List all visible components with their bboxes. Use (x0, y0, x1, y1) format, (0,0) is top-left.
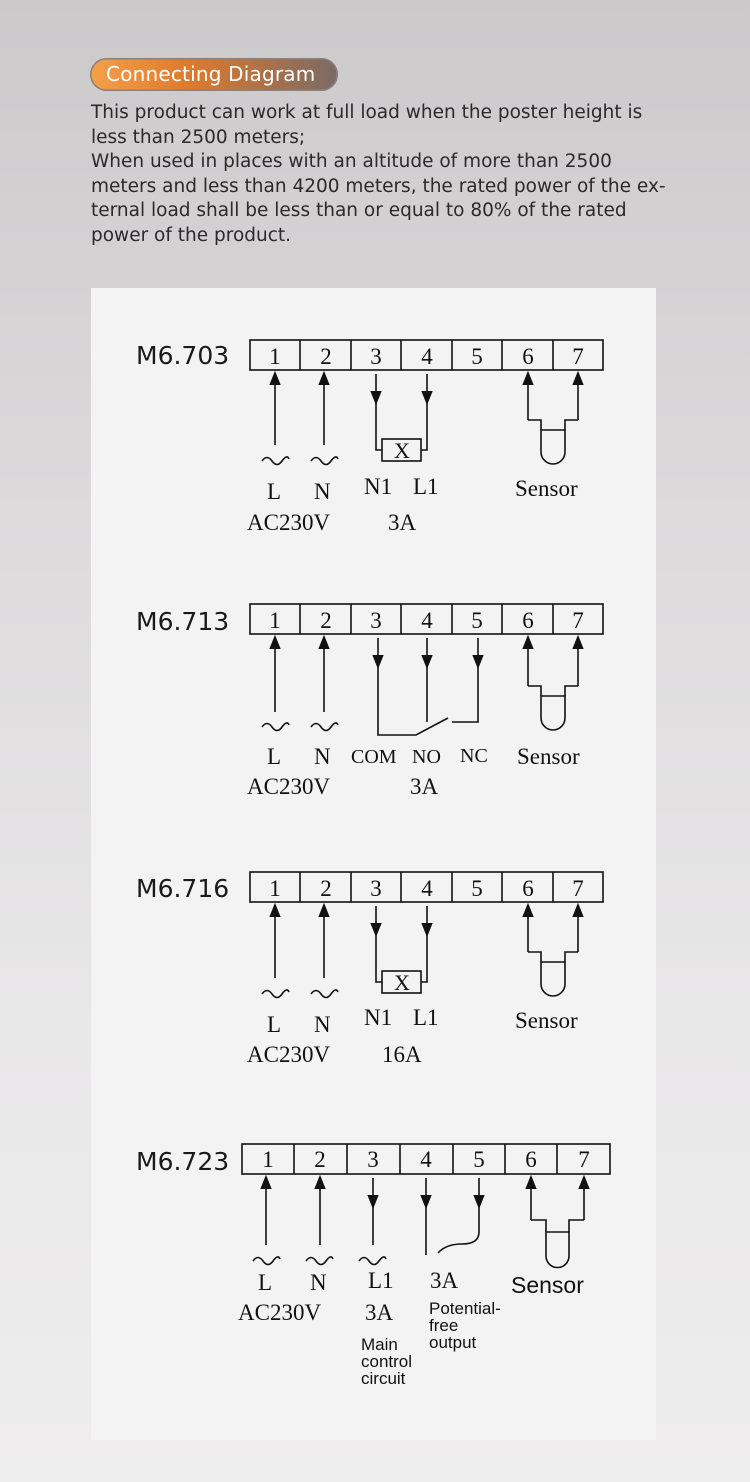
terminal-5: 5 (473, 1147, 485, 1172)
terminal-3: 3 (367, 1147, 379, 1172)
label-n: N (314, 479, 331, 504)
label-n: N (314, 1012, 331, 1037)
label-nc: NC (460, 745, 488, 767)
label-l1: L1 (368, 1268, 394, 1293)
sensor-icon (541, 962, 565, 996)
label-l1: L1 (413, 474, 439, 499)
label-current: 3A (365, 1300, 394, 1325)
label-voltage: AC230V (247, 774, 331, 799)
label-sensor: Sensor (515, 1008, 578, 1033)
terminal-1: 1 (269, 344, 281, 369)
label-current-out: 3A (430, 1268, 459, 1293)
label-potential-free-2: free (429, 1316, 459, 1335)
label-potential-free-3: output (429, 1333, 477, 1352)
label-current: 3A (410, 774, 439, 799)
section-title: Connecting Diagram (106, 62, 316, 86)
model-label: M6.723 (136, 1147, 230, 1176)
terminal-6: 6 (522, 344, 534, 369)
label-sensor: Sensor (515, 476, 578, 501)
label-n: N (310, 1270, 327, 1295)
terminal-5: 5 (471, 608, 483, 633)
terminal-2: 2 (320, 608, 332, 633)
diagram-m6-703 (136, 340, 603, 535)
terminal-6: 6 (525, 1147, 537, 1172)
label-sensor: Sensor (511, 1272, 584, 1298)
intro-paragraph-2: When used in places with an altitude of more than 2500 meters and less than 4200 meters, the rated power of the ex-ternal load shall be less than or equal to 80% of the rated power of the product. (91, 151, 666, 246)
label-no: NO (412, 746, 441, 768)
terminal-6: 6 (522, 876, 534, 901)
intro-paragraph-1: This product can work at full load when the poster height is less than 2500 meters; (91, 102, 643, 148)
terminal-7: 7 (572, 876, 584, 901)
label-n1: N1 (364, 1005, 393, 1030)
terminal-5: 5 (471, 344, 483, 369)
terminal-3: 3 (370, 608, 382, 633)
label-potential-free-1: Potential- (429, 1299, 501, 1318)
terminal-2: 2 (320, 344, 332, 369)
relay-label: X (394, 970, 410, 995)
label-main-control-1: Main (361, 1335, 398, 1354)
terminal-6: 6 (522, 608, 534, 633)
label-l1: L1 (413, 1005, 439, 1030)
label-voltage: AC230V (247, 510, 331, 535)
terminal-1: 1 (262, 1147, 274, 1172)
label-l: L (267, 479, 282, 504)
model-label: M6.713 (136, 607, 230, 636)
label-l: L (258, 1270, 273, 1295)
terminal-4: 4 (421, 876, 433, 901)
diagram-m6-723 (136, 1144, 610, 1388)
terminal-1: 1 (269, 608, 281, 633)
label-main-control-2: control (361, 1352, 413, 1371)
terminal-7: 7 (578, 1147, 590, 1172)
label-n1: N1 (364, 474, 393, 499)
label-voltage: AC230V (238, 1300, 322, 1325)
model-label: M6.703 (136, 341, 230, 370)
label-com: COM (351, 746, 397, 768)
sensor-icon (541, 430, 565, 464)
label-voltage: AC230V (247, 1042, 331, 1067)
terminal-4: 4 (421, 608, 433, 633)
terminal-2: 2 (320, 876, 332, 901)
terminal-3: 3 (370, 344, 382, 369)
sensor-icon (541, 696, 565, 730)
terminal-2: 2 (314, 1147, 326, 1172)
label-current: 3A (388, 510, 417, 535)
terminal-5: 5 (471, 876, 483, 901)
label-n: N (314, 744, 331, 769)
terminal-1: 1 (269, 876, 281, 901)
terminal-4: 4 (420, 1147, 432, 1172)
model-label: M6.716 (136, 874, 230, 903)
sensor-icon (546, 1232, 569, 1268)
diagram-m6-716 (136, 872, 603, 1067)
terminal-4: 4 (421, 344, 433, 369)
relay-label: X (394, 438, 410, 463)
label-l: L (267, 1012, 282, 1037)
diagram-m6-713 (136, 604, 603, 799)
terminal-7: 7 (572, 344, 584, 369)
label-main-control-3: circuit (361, 1369, 406, 1388)
label-l: L (267, 744, 282, 769)
label-current: 16A (382, 1042, 422, 1067)
terminal-7: 7 (572, 608, 584, 633)
label-sensor: Sensor (517, 744, 580, 769)
terminal-3: 3 (370, 876, 382, 901)
